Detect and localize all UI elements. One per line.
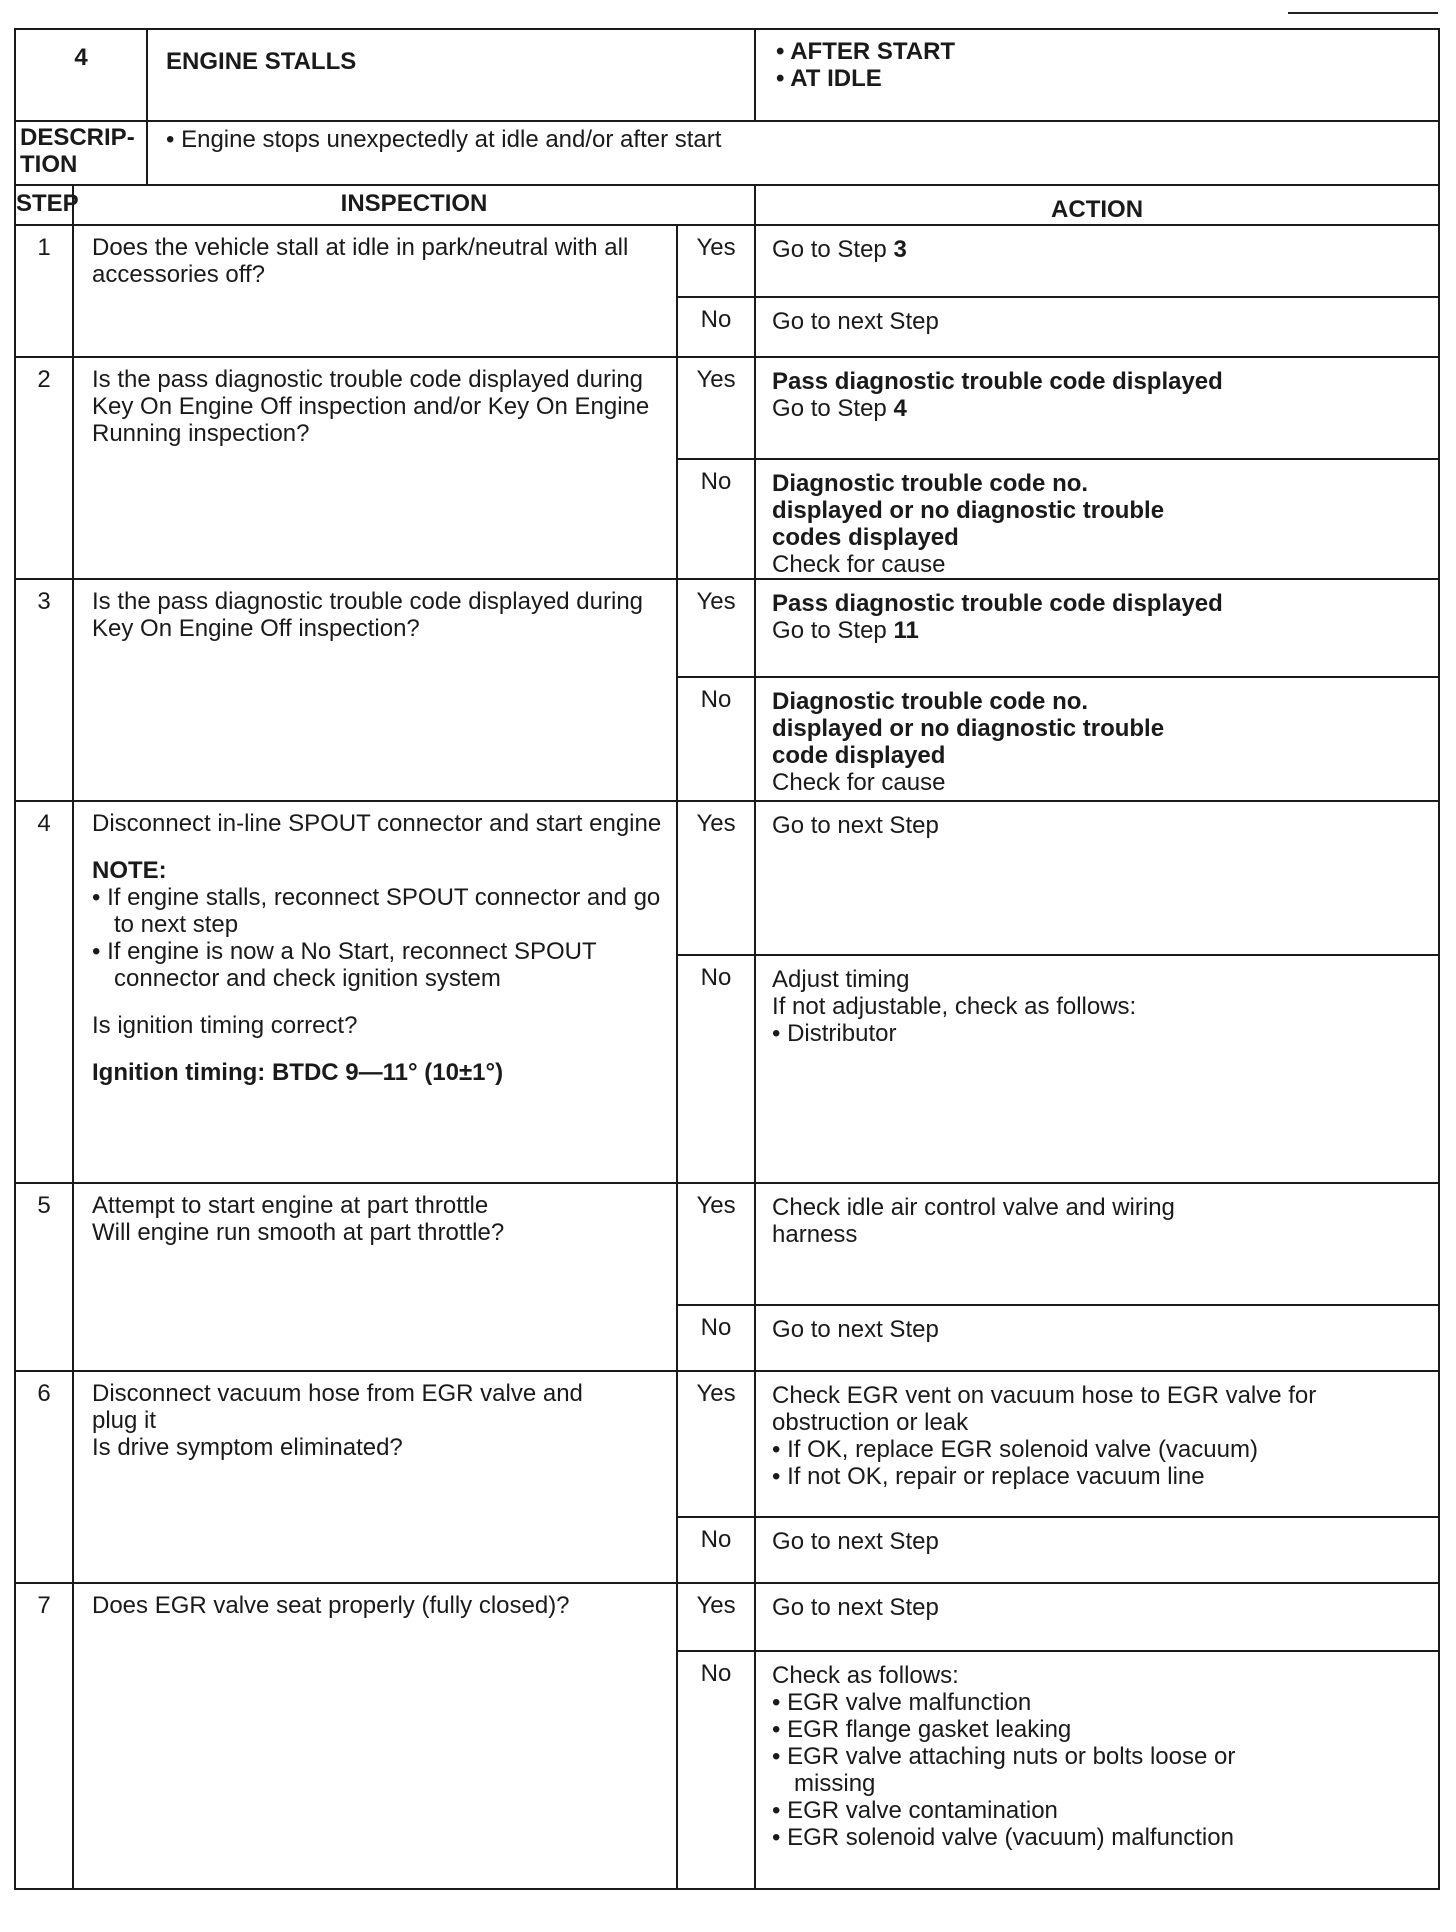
step-inspection: Is the pass diagnostic trouble code displayed during Key On Engine Off inspection and/or Key On Engine Running inspection? bbox=[73, 357, 677, 579]
step-inspection: Does EGR valve seat properly (fully closed)? bbox=[73, 1583, 677, 1889]
action-text: Check EGR vent on vacuum hose to EGR valve for obstruction or leak bbox=[772, 1382, 1317, 1436]
step-number: 3 bbox=[15, 579, 73, 801]
step-3-yes-row bbox=[15, 579, 1439, 677]
yes-action: Go to next Step bbox=[755, 801, 1439, 955]
no-label: No bbox=[677, 1651, 755, 1889]
action-bullet: • If OK, replace EGR solenoid valve (vacuum) bbox=[772, 1436, 1258, 1463]
action-bullet: • EGR valve malfunction bbox=[772, 1689, 1032, 1716]
no-action bbox=[755, 459, 1439, 579]
inspection-question: Is drive symptom eliminated? bbox=[92, 1434, 403, 1461]
step-inspection: Is the pass diagnostic trouble code displayed during Key On Engine Off inspection? bbox=[73, 579, 677, 801]
step-5-yes-row bbox=[15, 1183, 1439, 1305]
step-inspection bbox=[73, 801, 677, 1183]
action-text: Go to Step 11 bbox=[772, 617, 919, 644]
condition-after-start: • AFTER START bbox=[776, 38, 956, 65]
symptom-conditions bbox=[755, 29, 1439, 121]
yes-label: Yes bbox=[677, 801, 755, 955]
yes-action bbox=[755, 1183, 1439, 1305]
condition-at-idle: • AT IDLE bbox=[776, 65, 882, 92]
action-title: Diagnostic trouble code no. displayed or no diagnostic trouble code displayed bbox=[772, 688, 1165, 769]
action-text: Check for cause bbox=[772, 769, 946, 796]
no-label: No bbox=[677, 677, 755, 801]
note-item: • If engine stalls, reconnect SPOUT connector and go to next step bbox=[92, 884, 661, 938]
yes-label: Yes bbox=[677, 579, 755, 677]
action-bullet: • EGR valve contamination bbox=[772, 1797, 1058, 1824]
no-action: Go to next Step bbox=[755, 1517, 1439, 1583]
description-text: • Engine stops unexpectedly at idle and/or after start bbox=[147, 121, 1439, 185]
action-text: Go to Step 4 bbox=[772, 395, 907, 422]
inspection-text: Disconnect vacuum hose from EGR valve and plug it bbox=[92, 1380, 583, 1434]
action-text: Check idle air control valve and wiring harness bbox=[772, 1194, 1175, 1248]
action-text: Check as follows: bbox=[772, 1662, 959, 1689]
yes-action bbox=[755, 579, 1439, 677]
step-inspection bbox=[73, 1183, 677, 1371]
inspection-text: Disconnect in-line SPOUT connector and start engine bbox=[92, 810, 662, 837]
yes-action bbox=[755, 225, 1439, 297]
yes-label: Yes bbox=[677, 1583, 755, 1651]
yes-label: Yes bbox=[677, 357, 755, 459]
action-bullet: • EGR valve attaching nuts or bolts loose or missing bbox=[772, 1743, 1236, 1797]
note-item: • If engine is now a No Start, reconnect SPOUT connector and check ignition system bbox=[92, 938, 597, 992]
step-4-yes-row bbox=[15, 801, 1439, 955]
yes-label: Yes bbox=[677, 1371, 755, 1517]
symptom-number: 4 bbox=[15, 29, 147, 121]
step-number: 5 bbox=[15, 1183, 73, 1371]
action-bullet: • EGR flange gasket leaking bbox=[772, 1716, 1072, 1743]
step-inspection bbox=[73, 1371, 677, 1583]
action-title: Diagnostic trouble code no. displayed or no diagnostic trouble codes displayed bbox=[772, 470, 1165, 551]
no-action: Go to next Step bbox=[755, 297, 1439, 357]
no-action bbox=[755, 1651, 1439, 1889]
action-text: Go to Step bbox=[772, 236, 894, 263]
no-label: No bbox=[677, 297, 755, 357]
action-text: Check for cause bbox=[772, 551, 946, 578]
diagnostic-table bbox=[14, 28, 1440, 1890]
yes-action bbox=[755, 357, 1439, 459]
no-label: No bbox=[677, 955, 755, 1183]
header-row bbox=[15, 29, 1439, 121]
note-label: NOTE: bbox=[92, 857, 167, 884]
action-bullet: • Distributor bbox=[772, 1020, 897, 1047]
step-6-yes-row bbox=[15, 1371, 1439, 1517]
action-text: If not adjustable, check as follows: bbox=[772, 993, 1137, 1020]
column-step: STEP bbox=[15, 185, 73, 225]
inspection-question: Will engine run smooth at part throttle? bbox=[92, 1219, 505, 1246]
step-7-yes-row bbox=[15, 1583, 1439, 1651]
no-action bbox=[755, 955, 1439, 1183]
yes-action: Go to next Step bbox=[755, 1583, 1439, 1651]
action-text: Adjust timing bbox=[772, 966, 910, 993]
no-action: Go to next Step bbox=[755, 1305, 1439, 1371]
description-row bbox=[15, 121, 1439, 185]
action-title: Pass diagnostic trouble code displayed bbox=[772, 590, 1223, 617]
column-action: ACTION bbox=[755, 185, 1439, 225]
no-label: No bbox=[677, 1305, 755, 1371]
step-inspection: Does the vehicle stall at idle in park/neutral with all accessories off? bbox=[73, 225, 677, 357]
action-bullet: • If not OK, repair or replace vacuum line bbox=[772, 1463, 1205, 1490]
ignition-timing-spec: Ignition timing: BTDC 9—11° (10±1°) bbox=[92, 1059, 504, 1086]
no-label: No bbox=[677, 1517, 755, 1583]
page-rule bbox=[1288, 12, 1438, 14]
step-number: 1 bbox=[15, 225, 73, 357]
yes-action bbox=[755, 1371, 1439, 1517]
step-number: 6 bbox=[15, 1371, 73, 1583]
no-action bbox=[755, 677, 1439, 801]
symptom-title: ENGINE STALLS bbox=[147, 29, 755, 121]
inspection-question: Is ignition timing correct? bbox=[92, 1012, 358, 1039]
step-1-yes-row bbox=[15, 225, 1439, 297]
step-ref: 3 bbox=[893, 236, 907, 263]
column-header-row bbox=[15, 185, 1439, 225]
column-inspection: INSPECTION bbox=[73, 185, 755, 225]
action-title: Pass diagnostic trouble code displayed bbox=[772, 368, 1223, 395]
step-2-yes-row bbox=[15, 357, 1439, 459]
step-number: 2 bbox=[15, 357, 73, 579]
step-number: 4 bbox=[15, 801, 73, 1183]
no-label: No bbox=[677, 459, 755, 579]
yes-label: Yes bbox=[677, 225, 755, 297]
description-label: DESCRIP- TION bbox=[15, 121, 147, 185]
action-bullet: • EGR solenoid valve (vacuum) malfunction bbox=[772, 1824, 1234, 1851]
inspection-text: Attempt to start engine at part throttle bbox=[92, 1192, 489, 1219]
step-number: 7 bbox=[15, 1583, 73, 1889]
yes-label: Yes bbox=[677, 1183, 755, 1305]
